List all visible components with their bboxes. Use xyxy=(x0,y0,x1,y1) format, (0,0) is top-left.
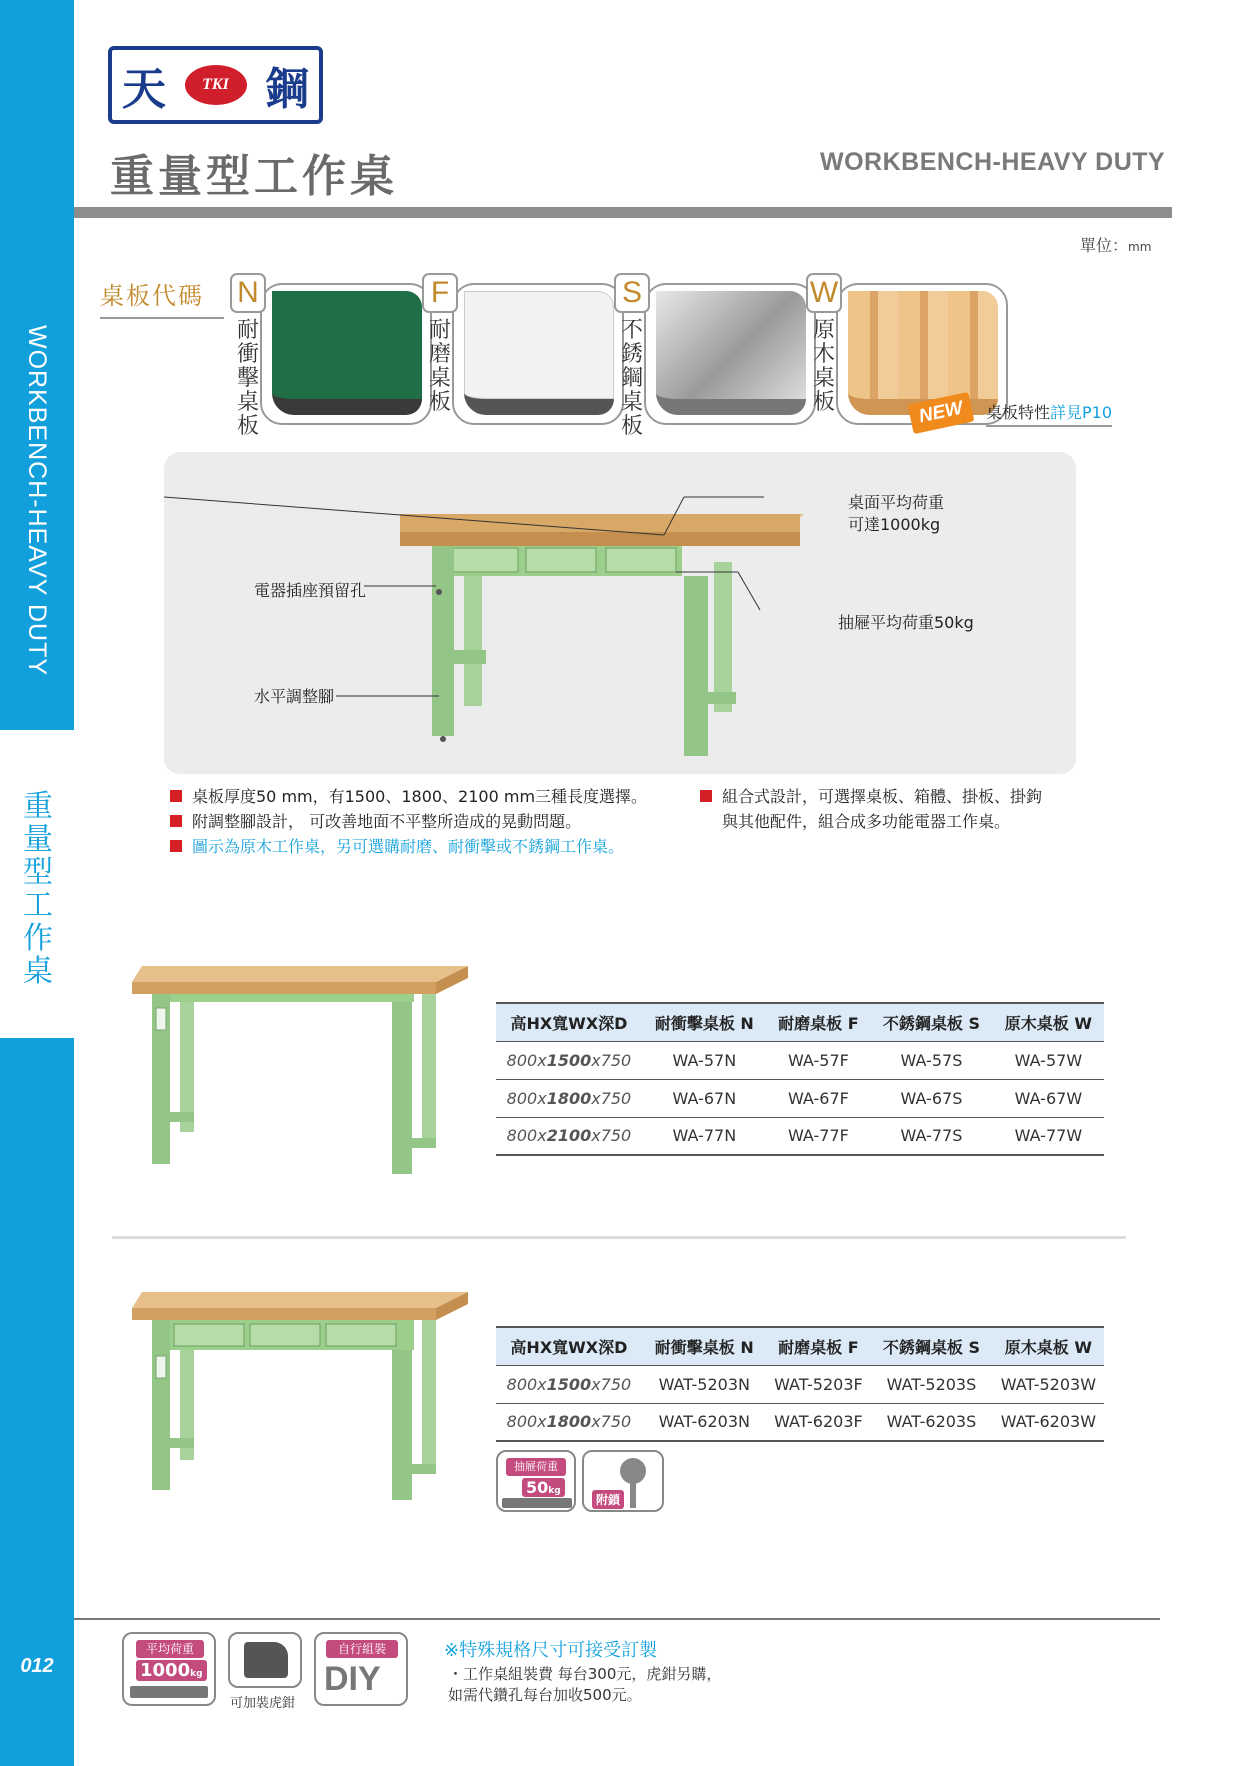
key-shaft xyxy=(630,1482,636,1508)
model-cell: WA-67S xyxy=(870,1079,993,1117)
board-code-letter: N xyxy=(230,273,266,313)
board-code-name: 耐磨桌板 xyxy=(428,318,451,415)
vise-caption: 可加裝虎鉗 xyxy=(230,1696,296,1711)
col-header-f: 耐磨桌板 F xyxy=(767,1327,870,1365)
feature-note: 圖示為原木工作桌，另可選購耐磨、耐衝擊或不銹鋼工作桌。 xyxy=(170,834,647,859)
spec-table-wat xyxy=(496,1326,1104,1442)
tki-logo xyxy=(108,46,323,124)
model-cell: WAT-5203N xyxy=(642,1365,767,1403)
unit-label: 單位：mm xyxy=(1080,236,1152,255)
callout-socket: 電器插座預留孔 xyxy=(254,581,367,600)
drawer-icon xyxy=(502,1498,572,1508)
key-badge xyxy=(582,1450,664,1512)
col-header-dimensions: 高HX寬WX深D xyxy=(496,1003,642,1041)
drawer-load-value: 50kg xyxy=(522,1478,565,1497)
model-cell: WAT-5203W xyxy=(993,1365,1104,1403)
board-code-letter: W xyxy=(806,273,842,313)
table-row xyxy=(496,1041,1104,1079)
load-capacity-value: 1000kg xyxy=(136,1660,207,1681)
board-swatch-s xyxy=(656,291,806,415)
footer-divider xyxy=(74,1618,1160,1620)
model-cell: WA-57N xyxy=(642,1041,767,1079)
callout-leveler: 水平調整腳 xyxy=(254,687,335,706)
dimension-cell: 800x1500x750 xyxy=(496,1365,642,1403)
board-swatch-n xyxy=(272,291,422,415)
callout-load-top: 桌面平均荷重 xyxy=(848,493,945,512)
dimension-cell: 800x1800x750 xyxy=(496,1403,642,1441)
col-header-w: 原木桌板 W xyxy=(993,1003,1104,1041)
page-title-english: WORKBENCH-HEAVY DUTY xyxy=(820,148,1166,176)
model-cell: WA-77F xyxy=(767,1117,870,1155)
board-swatch-card xyxy=(260,283,432,425)
model-cell: WA-67N xyxy=(642,1079,767,1117)
board-code-letter: S xyxy=(614,273,650,313)
model-cell: WAT-6203N xyxy=(642,1403,767,1441)
model-cell: WAT-5203S xyxy=(870,1365,993,1403)
col-header-n: 耐衝擊桌板 N xyxy=(642,1327,767,1365)
vise-icon xyxy=(244,1642,288,1678)
model-cell: WA-67F xyxy=(767,1079,870,1117)
board-code-name: 原木桌板 xyxy=(812,318,835,415)
board-feature-link[interactable]: 桌板特性詳見P10 xyxy=(986,400,1112,427)
title-divider xyxy=(74,207,1172,218)
board-code-name: 耐衝擊桌板 xyxy=(236,318,259,439)
model-cell: WA-57W xyxy=(993,1041,1104,1079)
workbench-plain-image xyxy=(130,962,475,1174)
page-number: 012 xyxy=(20,1655,54,1677)
model-cell: WAT-6203F xyxy=(767,1403,870,1441)
diy-label: 自行組裝 xyxy=(326,1640,398,1658)
load-capacity-label: 平均荷重 xyxy=(136,1640,204,1658)
col-header-s: 不銹鋼桌板 S xyxy=(870,1003,993,1041)
bench-icon xyxy=(130,1686,208,1698)
assembly-fee-note: ・工作桌組裝費 每台300元，虎鉗另購， 如需代鑽孔每台加收500元。 xyxy=(448,1665,722,1704)
col-header-w: 原木桌板 W xyxy=(993,1327,1104,1365)
callout-drawer-load: 抽屜平均荷重50kg xyxy=(838,613,974,632)
model-cell: WA-77S xyxy=(870,1117,993,1155)
model-cell: WA-77N xyxy=(642,1117,767,1155)
model-cell: WA-67W xyxy=(993,1079,1104,1117)
table-row xyxy=(496,1117,1104,1155)
model-cell: WA-57F xyxy=(767,1041,870,1079)
page-title: 重量型工作桌 xyxy=(110,151,398,202)
key-label: 附鎖 xyxy=(592,1490,624,1509)
table-row xyxy=(496,1403,1104,1441)
dimension-cell: 800x1500x750 xyxy=(496,1041,642,1079)
board-code-label: 桌板代碼 xyxy=(100,282,204,310)
table-header-row xyxy=(496,1327,1104,1365)
sidebar-english-title: WORKBENCH-HEAVY DUTY xyxy=(23,324,52,676)
board-swatch-card xyxy=(452,283,624,425)
col-header-s: 不銹鋼桌板 S xyxy=(870,1327,993,1365)
table-row xyxy=(496,1079,1104,1117)
col-header-f: 耐磨桌板 F xyxy=(767,1003,870,1041)
model-cell: WAT-5203F xyxy=(767,1365,870,1403)
board-swatch-w xyxy=(848,291,998,415)
logo-oval: TKI xyxy=(185,65,247,105)
board-code-underline xyxy=(100,317,224,319)
load-capacity-badge xyxy=(122,1632,216,1706)
key-icon xyxy=(620,1458,646,1484)
model-cell: WA-57S xyxy=(870,1041,993,1079)
drawer-load-label: 抽屜荷重 xyxy=(506,1458,566,1476)
col-header-dimensions: 高HX寬WX深D xyxy=(496,1327,642,1365)
board-swatch-f xyxy=(464,291,614,415)
model-cell: WAT-6203W xyxy=(993,1403,1104,1441)
table-row xyxy=(496,1365,1104,1403)
board-swatch-card xyxy=(644,283,816,425)
dimension-cell: 800x2100x750 xyxy=(496,1117,642,1155)
feature-notes-right xyxy=(700,784,1042,834)
callout-load-top-value: 可達1000kg xyxy=(848,515,941,534)
feature-note: 組合式設計，可選擇桌板、箱體、掛板、掛鉤 xyxy=(700,784,1042,809)
new-badge: NEW xyxy=(908,392,975,434)
workbench-drawer-image xyxy=(130,1288,475,1500)
sidebar-chinese-title: 重量型工作桌 xyxy=(23,789,53,989)
board-code-name: 不銹鋼桌板 xyxy=(620,318,643,439)
diy-badge xyxy=(314,1632,408,1706)
table-header-row xyxy=(496,1003,1104,1041)
section-divider xyxy=(112,1236,1126,1239)
drawer-load-badge xyxy=(496,1450,576,1512)
col-header-n: 耐衝擊桌板 N xyxy=(642,1003,767,1041)
vise-badge xyxy=(228,1632,302,1688)
custom-order-note: ※特殊規格尺寸可接受訂製 xyxy=(444,1640,658,1661)
spec-table-wa xyxy=(496,1002,1104,1156)
feature-notes xyxy=(170,784,647,859)
model-cell: WA-77W xyxy=(993,1117,1104,1155)
feature-note: 與其他配件，組合成多功能電器工作桌。 xyxy=(722,812,1011,831)
feature-note: 附調整腳設計， 可改善地面不平整所造成的晃動問題。 xyxy=(170,809,647,834)
diy-text: DIY xyxy=(324,1660,381,1698)
logo-right-char: 鋼 xyxy=(265,64,309,115)
feature-note: 桌板厚度50 mm，有1500、1800、2100 mm三種長度選擇。 xyxy=(170,784,647,809)
dimension-cell: 800x1800x750 xyxy=(496,1079,642,1117)
board-code-letter: F xyxy=(422,273,458,313)
logo-left-char: 天 xyxy=(122,64,166,115)
model-cell: WAT-6203S xyxy=(870,1403,993,1441)
